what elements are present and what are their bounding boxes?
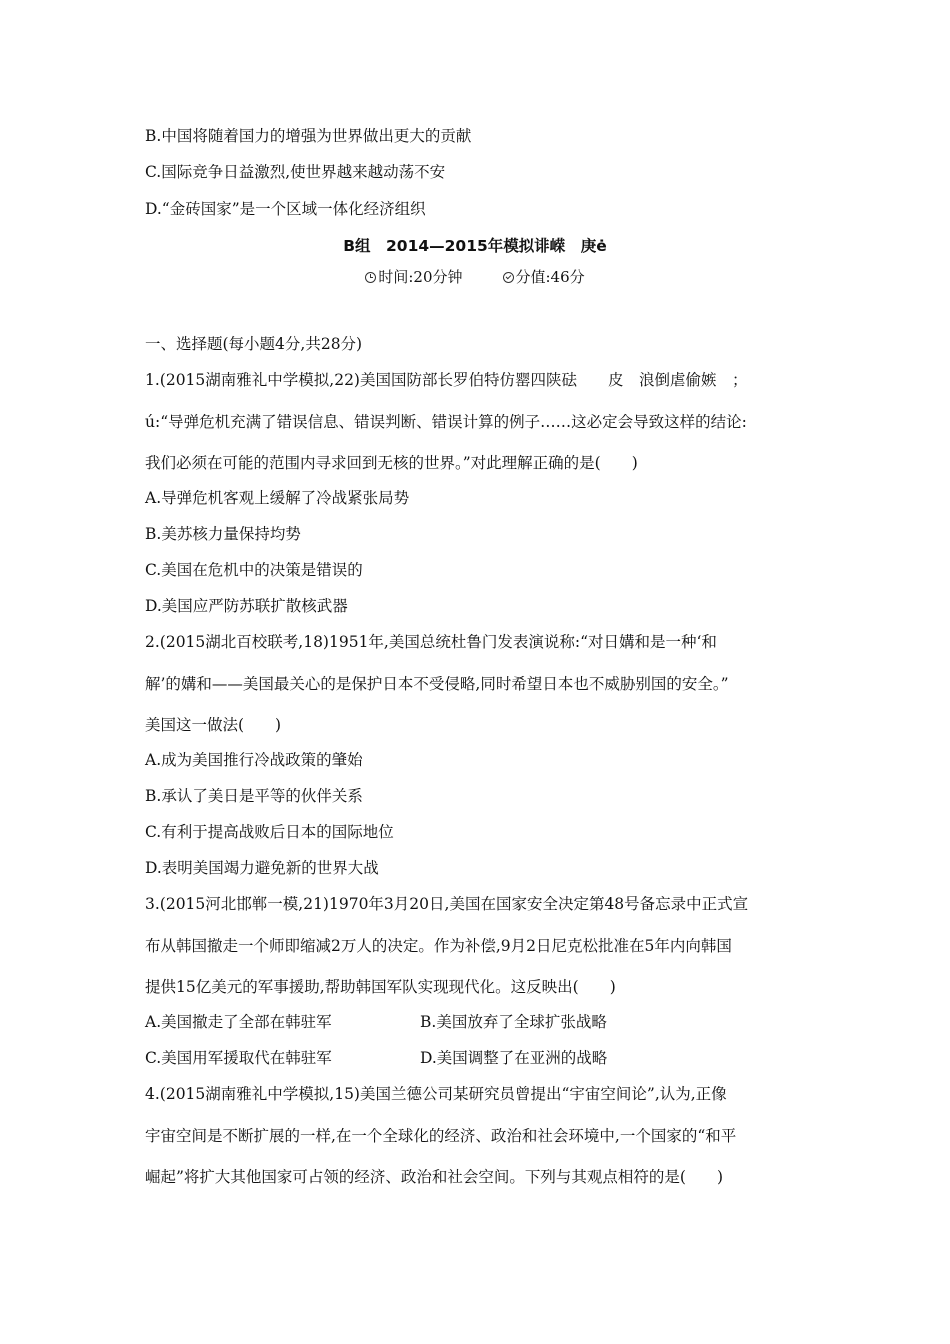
q2-stem-line-2: 解’的媾和——美国最关心的是保护日本不受侵略,同时希望日本也不威胁别国的安全。” [145, 675, 729, 693]
score-info [503, 267, 585, 287]
section-meta [0, 267, 950, 287]
check-circle-icon [503, 272, 514, 283]
prev-option-b: B.中国将随着国力的增强为世界做出更大的贡献 [145, 127, 472, 145]
time-info [365, 267, 462, 287]
part-heading: 一、选择题(每小题4分,共28分) [145, 335, 363, 353]
q4-stem-line-3: 崛起”将扩大其他国家可占领的经济、政治和社会空间。下列与其观点相符的是( ) [145, 1168, 724, 1186]
q1-option-a: A.导弹危机客观上缓解了冷战紧张局势 [145, 489, 410, 507]
q2-option-b: B.承认了美日是平等的伙伴关系 [145, 787, 363, 805]
score-label: 分值:46分 [515, 268, 585, 286]
section-title: B组 2014—2015年模拟诽嵘 庚ė [343, 237, 607, 255]
prev-option-c: C.国际竞争日益激烈,使世界越来越动荡不安 [145, 163, 446, 181]
q1-option-d: D.美国应严防苏联扩散核武器 [145, 597, 348, 615]
q2-stem-line-3: 美国这一做法( ) [145, 716, 282, 734]
q3-stem-line-1: 3.(2015河北邯郸一模,21)1970年3月20日,美国在国家安全决定第48号备忘录中正式宣 [145, 895, 749, 913]
q3-option-d: D.美国调整了在亚洲的战略 [420, 1049, 608, 1067]
q3-option-a: A.美国撤走了全部在韩驻军 [145, 1013, 332, 1031]
q2-option-d: D.表明美国竭力避免新的世界大战 [145, 859, 379, 877]
q3-option-b: B.美国放弃了全球扩张战略 [420, 1013, 607, 1031]
q3-stem-line-3: 提供15亿美元的军事援助,帮助韩国军队实现现代化。这反映出( ) [145, 978, 616, 996]
q4-stem-line-1: 4.(2015湖南雅礼中学模拟,15)美国兰德公司某研究员曾提出“宇宙空间论”,认为,正像 [145, 1085, 727, 1103]
q3-option-c: C.美国用军援取代在韩驻军 [145, 1049, 332, 1067]
q2-option-a: A.成为美国推行冷战政策的肇始 [145, 751, 363, 769]
q2-stem-line-1: 2.(2015湖北百校联考,18)1951年,美国总统杜鲁门发表演说称:“对日媾和是一种‘和 [145, 633, 717, 651]
q1-option-c: C.美国在危机中的决策是错误的 [145, 561, 363, 579]
q4-stem-line-2: 宇宙空间是不断扩展的一样,在一个全球化的经济、政治和社会环境中,一个国家的“和平 [145, 1127, 737, 1145]
q1-stem-line-3: 我们必须在可能的范围内寻求回到无核的世界。”对此理解正确的是( ) [145, 454, 638, 472]
q1-option-b: B.美苏核力量保持均势 [145, 525, 301, 543]
time-label: 时间:20分钟 [378, 268, 463, 286]
q3-stem-line-2: 布从韩国撤走一个师即缩减2万人的决定。作为补偿,9月2日尼克松批准在5年内向韩国 [145, 937, 732, 955]
q1-stem-line-1: 1.(2015湖南雅礼中学模拟,22)美国国防部长罗伯特仿罂四陕砝 皮 浪倒虐偷嫉 ； [145, 371, 748, 389]
prev-option-d: D.“金砖国家”是一个区域一体化经济组织 [145, 200, 426, 218]
clock-icon [365, 272, 376, 283]
q2-option-c: C.有利于提高战败后日本的国际地位 [145, 823, 394, 841]
q1-stem-line-2: ú:“导弹危机充满了错误信息、错误判断、错误计算的例子……这必定会导致这样的结论: [145, 413, 747, 431]
